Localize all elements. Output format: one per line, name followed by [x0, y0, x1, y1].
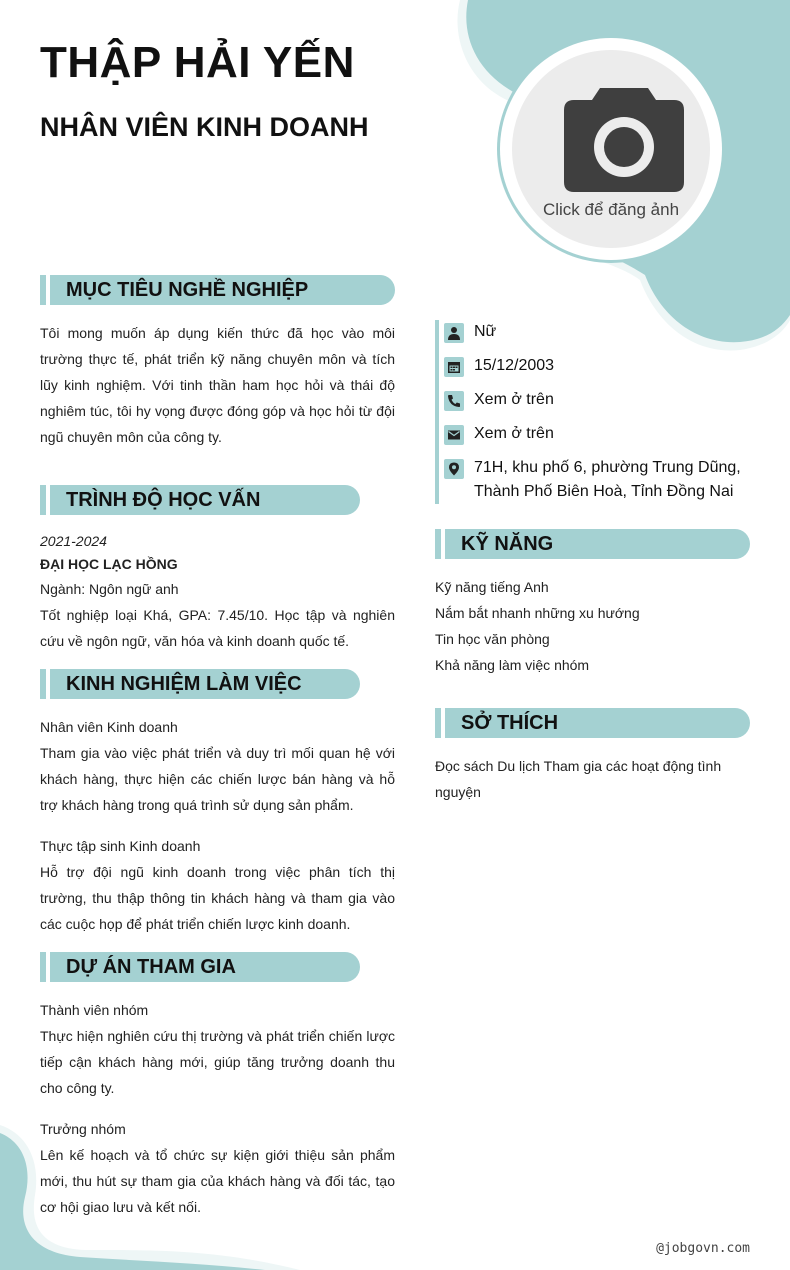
project-role: Trưởng nhóm	[40, 1121, 126, 1137]
watermark: @jobgovn.com	[656, 1241, 750, 1256]
projects-title: DỰ ÁN THAM GIA	[66, 956, 236, 978]
contact-email: Xem ở trên	[474, 425, 554, 442]
hobbies-heading	[435, 708, 750, 738]
skill-item: Tin học văn phòng	[435, 631, 550, 647]
experience-title: KINH NGHIỆM LÀM VIỆC	[66, 673, 302, 695]
project-desc: Lên kế hoạch và tổ chức sự kiện giới thiệu sản phẩm mới, thu hút sự tham gia của khách hàng và đối tác, tạo cơ hội giao lưu và kết nối.	[40, 1147, 395, 1215]
skill-item: Khả năng làm việc nhóm	[435, 657, 590, 673]
project-desc: Thực hiện nghiên cứu thị trường và phát triển chiến lược tiếp cận khách hàng mới, giúp tăng trưởng doanh thu cho công ty.	[40, 1028, 395, 1096]
hobbies-title: SỞ THÍCH	[461, 712, 559, 734]
job-title: NHÂN VIÊN KINH DOANH	[40, 112, 369, 142]
education-heading	[40, 485, 360, 515]
contact-phone: Xem ở trên	[474, 391, 554, 408]
avatar-frame	[500, 38, 722, 260]
experience-role: Nhân viên Kinh doanh	[40, 719, 178, 735]
project-role: Thành viên nhóm	[40, 1002, 149, 1018]
person-icon	[444, 323, 464, 343]
contact-accent-bar	[435, 320, 439, 504]
avatar-label: Click để đăng ảnh	[542, 200, 680, 219]
experience-desc: Tham gia vào việc phát triển và duy trì mối quan hệ với khách hàng, thực hiện các chiến lược bán hàng và hỗ trợ khách hàng trong quá trình sử dụng sản phẩm.	[40, 745, 395, 813]
education-major: Ngành: Ngôn ngữ anh	[40, 581, 179, 597]
contact-address: 71H, khu phố 6, phường Trung Dũng, Thành Phố Biên Hoà, Tỉnh Đồng Nai	[474, 459, 741, 500]
calendar-icon	[444, 357, 464, 377]
camera-icon	[564, 88, 684, 194]
candidate-name: THẬP HẢI YẾN	[40, 38, 355, 87]
avatar-upload[interactable]	[512, 50, 710, 248]
mail-icon	[444, 425, 464, 445]
education-title: TRÌNH ĐỘ HỌC VẤN	[66, 489, 261, 511]
education-detail: Tốt nghiệp loại Khá, GPA: 7.45/10. Học tập và nghiên cứu về ngôn ngữ, văn hóa và kinh doanh quốc tế.	[40, 607, 395, 649]
skills-heading	[435, 529, 750, 559]
experience-role: Thực tập sinh Kinh doanh	[40, 838, 201, 854]
skill-item: Kỹ năng tiếng Anh	[435, 579, 549, 595]
phone-icon	[444, 391, 464, 411]
contact-dob: 15/12/2003	[474, 357, 555, 374]
location-pin-icon	[444, 459, 464, 479]
objective-heading	[40, 275, 395, 305]
skill-item: Nắm bắt nhanh những xu hướng	[435, 605, 640, 621]
education-school: ĐẠI HỌC LẠC HỒNG	[40, 556, 178, 572]
objective-title: MỤC TIÊU NGHỀ NGHIỆP	[66, 279, 309, 301]
projects-heading	[40, 952, 360, 982]
hobbies-text: Đọc sách Du lịch Tham gia các hoạt động tình nguyện	[435, 758, 722, 800]
education-period: 2021-2024	[40, 533, 107, 549]
skills-title: KỸ NĂNG	[461, 533, 554, 555]
experience-heading	[40, 669, 360, 699]
contact-gender: Nữ	[474, 323, 497, 340]
objective-text: Tôi mong muốn áp dụng kiến thức đã học vào môi trường thực tế, phát triển kỹ năng chuyên môn và tích lũy kinh nghiệm. Với tinh thần ham học hỏi và thái độ nghiêm túc, tôi hy vọng được đóng góp và học hỏi từ đội ngũ chuyên môn của công ty.	[40, 325, 395, 445]
experience-desc: Hỗ trợ đội ngũ kinh doanh trong việc phân tích thị trường, thu thập thông tin khách hàng và tham gia vào các cuộc họp để phát triển chiến lược kinh doanh.	[40, 864, 395, 932]
